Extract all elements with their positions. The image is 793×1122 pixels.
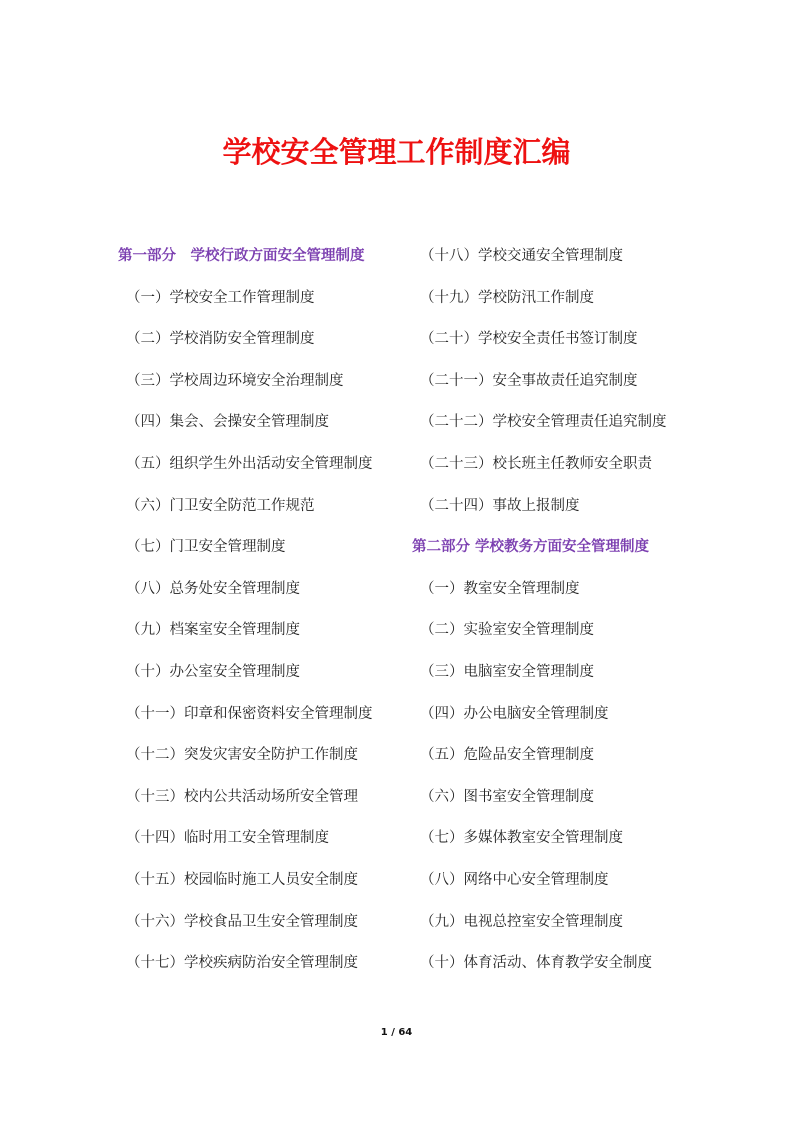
toc-entry: （八）网络中心安全管理制度 — [420, 871, 609, 888]
toc-entry: （十三）校内公共活动场所安全管理 — [126, 788, 358, 805]
toc-entry: （十七）学校疾病防治安全管理制度 — [126, 955, 358, 972]
toc-entry: （十六）学校食品卫生安全管理制度 — [126, 913, 358, 930]
toc-entry: （四）办公电脑安全管理制度 — [420, 705, 609, 722]
toc-entry: （十九）学校防汛工作制度 — [420, 289, 594, 306]
toc-entry: （六）图书室安全管理制度 — [420, 788, 594, 805]
toc-entry: （十二）突发灾害安全防护工作制度 — [126, 747, 358, 764]
toc-entry: （十五）校园临时施工人员安全制度 — [126, 871, 358, 888]
toc-entry: （二十四）事故上报制度 — [420, 497, 580, 514]
toc-entry: （五）危险品安全管理制度 — [420, 747, 594, 764]
page-title: 学校安全管理工作制度汇编 — [222, 135, 571, 169]
page-number: 1 / 64 — [380, 1027, 413, 1038]
toc-entry: （二）实验室安全管理制度 — [420, 622, 594, 639]
toc-entry: （七）门卫安全管理制度 — [126, 539, 286, 556]
toc-entry: （二十二）学校安全管理责任追究制度 — [420, 414, 667, 431]
toc-entry: （九）档案室安全管理制度 — [126, 622, 300, 639]
toc-entry: （十）体育活动、体育教学安全制度 — [420, 955, 652, 972]
toc-entry: （二十）学校安全责任书签订制度 — [420, 331, 638, 348]
toc-section-heading: 第二部分 学校教务方面安全管理制度 — [412, 539, 650, 556]
toc-entry: （九）电视总控室安全管理制度 — [420, 913, 623, 930]
toc-entry: （二）学校消防安全管理制度 — [126, 331, 315, 348]
toc-section-heading: 第一部分 学校行政方面安全管理制度 — [118, 248, 365, 264]
toc-entry: （三）电脑室安全管理制度 — [420, 663, 594, 680]
toc-entry: （三）学校周边环境安全治理制度 — [126, 372, 344, 389]
toc-entry: （六）门卫安全防范工作规范 — [126, 497, 315, 514]
toc-entry: （十八）学校交通安全管理制度 — [420, 248, 623, 264]
toc-entry: （十四）临时用工安全管理制度 — [126, 830, 329, 847]
toc-entry: （五）组织学生外出活动安全管理制度 — [126, 455, 373, 472]
toc-entry: （二十三）校长班主任教师安全职责 — [420, 455, 652, 472]
toc-entry: （二十一）安全事故责任追究制度 — [420, 372, 638, 389]
toc-right-column — [412, 242, 712, 991]
toc-entry: （一）学校安全工作管理制度 — [126, 289, 315, 306]
toc-entry: （十）办公室安全管理制度 — [126, 663, 300, 680]
toc-entry: （十一）印章和保密资料安全管理制度 — [126, 705, 373, 722]
toc-entry: （四）集会、会操安全管理制度 — [126, 414, 329, 431]
toc-entry: （八）总务处安全管理制度 — [126, 580, 300, 597]
toc-left-column — [118, 242, 403, 991]
toc-entry: （一）教室安全管理制度 — [420, 580, 580, 597]
toc-entry: （七）多媒体教室安全管理制度 — [420, 830, 623, 847]
